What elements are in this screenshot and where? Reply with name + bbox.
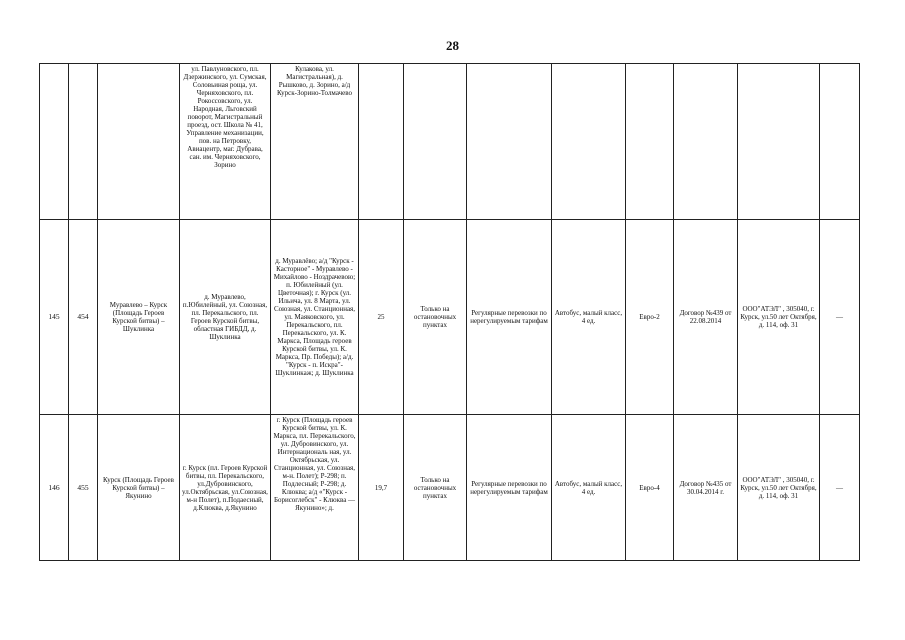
streets-cell: г. Курск (Площадь героев Курской битвы, ул. К. Маркса, пл. Перекальского, ул. Дубровинского, ул. Интернациональ ная, ул. Октябрьская, ул. Станционная, ул. Союзная, м-н. Полет); Р-298; п. Подлесный; Р-298; д. Клюква; а/д «"Курск - Борисоглебск" - Клюква — Якунино»; д. — [271, 415, 359, 561]
vehicle-cell: Автобус, малый класс, 4 ед. — [552, 220, 626, 415]
eco-class-cell: Евро-4 — [626, 415, 674, 561]
table-row — [40, 415, 860, 561]
carrier-cell — [738, 64, 820, 220]
contract-cell: Договор №439 от 22.08.2014 — [674, 220, 738, 415]
route-name-cell: Муравлево – Курск (Площадь Героев Курской битвы) – Шуклинка — [98, 220, 180, 415]
transport-type-cell — [467, 64, 552, 220]
eco-class-cell: Евро-2 — [626, 220, 674, 415]
boarding-cell: Только на остановочных пунктах — [404, 415, 467, 561]
vehicle-cell — [552, 64, 626, 220]
row-number-cell: 146 — [40, 415, 69, 561]
transport-type-cell: Регулярные перевозки по нерегулируемым тарифам — [467, 415, 552, 561]
route-number-cell: 455 — [69, 415, 98, 561]
table-row — [40, 220, 860, 415]
streets-cell: д. Муравлёво; а/д "Курск - Касторное" - Муравлево - Михайлово - Ноздрачевою; п. Юбилейный (ул. Цветочная); г. Курск (ул. Ильича, ул. 8 Марта, ул. Союзная, ул. Станционная, ул. Маяковского, ул. Перекальского, пл. Перекальского, ул. К. Маркса, Площадь героев Курской битвы, ул. К. Маркса, Пр. Победы); а/д. "Курск - п. Искра"- Шуклинкаж; д. Шуклинка — [271, 220, 359, 415]
stops-cell: г. Курск (пл. Героев Курской битвы, пл. Перекальского, ул.Дубровинского, ул.Октябрьская, ул.Союзная, м-н Полет), п.Подаесный, д.Клюква, д.Якунино — [180, 415, 271, 561]
stops-cell: д. Муравлево, п.Юбилейный, ул. Союзная, пл. Перекальского, пл. Героев Курской битвы, областная ГИБДД, д. Шуклинка — [180, 220, 271, 415]
vehicle-cell: Автобус, малый класс, 4 ед. — [552, 415, 626, 561]
route-name-cell: Курск (Площадь Героев Курской битвы) – Якунино — [98, 415, 180, 561]
eco-class-cell — [626, 64, 674, 220]
route-number-cell: 454 — [69, 220, 98, 415]
carrier-cell: ООО"АТЭЛ" , 305040, г. Курск, ул.50 лет Октября, д. 114, оф. 31 — [738, 415, 820, 561]
length-cell — [359, 64, 404, 220]
row-number-cell: 145 — [40, 220, 69, 415]
notes-cell: — — [820, 220, 860, 415]
boarding-cell: Только на остановочных пунктах — [404, 220, 467, 415]
row-number-cell — [40, 64, 69, 220]
contract-cell — [674, 64, 738, 220]
route-number-cell — [69, 64, 98, 220]
streets-cell: Кулакова, ул. Магистральная), д. Рышково, д. Зорино, а/д Курск-Зорино-Толмачево — [271, 64, 359, 220]
boarding-cell — [404, 64, 467, 220]
page-number: 28 — [446, 38, 459, 53]
carrier-cell: ООО"АТЭЛ" , 305040, г. Курск, ул.50 лет Октября, д. 114, оф. 31 — [738, 220, 820, 415]
length-cell: 25 — [359, 220, 404, 415]
table-row — [40, 64, 860, 220]
stops-cell: ул. Павлуновского, пл. Дзержинского, ул. Сумская, Соловьиная роща, ул. Черняховского, пл. Рокоссовского, ул. Народная, Льговский поворот, Магистральный проезд, ост. Школа № 41, Управление механизации, пов. на Петровку, Авиацентр, маг. Дубрава, сан. им. Черняховского, Зорино — [180, 64, 271, 220]
notes-cell — [820, 64, 860, 220]
contract-cell: Договор №435 от 30.04.2014 г. — [674, 415, 738, 561]
transport-type-cell: Регулярные перевозки по нерегулируемым тарифам — [467, 220, 552, 415]
routes-table — [39, 63, 860, 561]
notes-cell: — — [820, 415, 860, 561]
route-name-cell — [98, 64, 180, 220]
length-cell: 19,7 — [359, 415, 404, 561]
